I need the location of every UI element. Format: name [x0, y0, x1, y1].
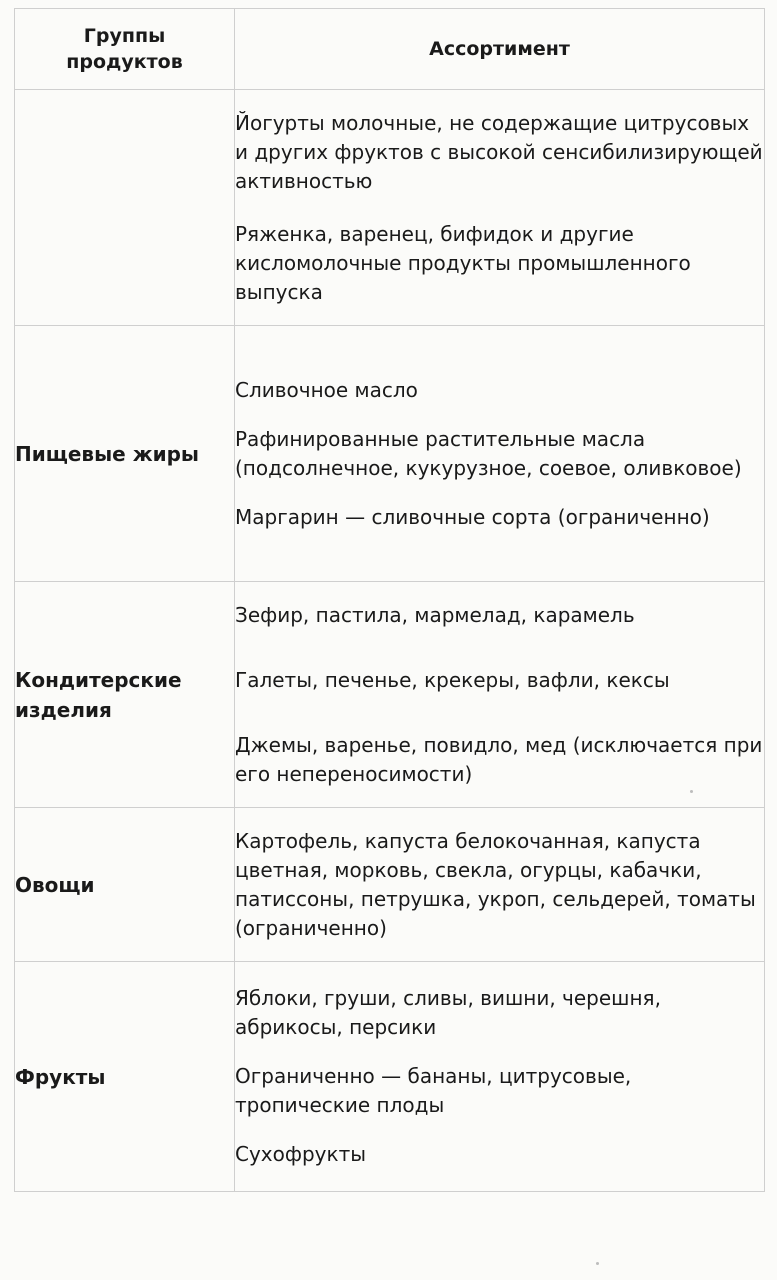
group-cell [15, 582, 235, 808]
header-assortment-label: Ассортимент [429, 38, 570, 60]
assortment-item: Маргарин — сливочные сорта (ограниченно) [235, 504, 710, 529]
header-product-groups [15, 9, 235, 90]
scan-speck [690, 790, 693, 793]
table-header-row [15, 9, 765, 90]
group-label: Кондитерские изделия [15, 667, 182, 722]
table-row-vegetables [15, 808, 765, 962]
group-label: Овощи [15, 872, 95, 897]
header-product-groups-label: Группы продуктов [66, 25, 183, 73]
assortment-item: Зефир, пастила, мармелад, карамель [235, 602, 635, 627]
group-cell [15, 808, 235, 962]
group-label: Пищевые жиры [15, 441, 200, 466]
assortment-item: Йогурты молочные, не содержащие цитрусовых и других фруктов с высокой сенсибилизирующей активностью [235, 110, 763, 193]
assortment-item: Джемы, варенье, повидло, мед (исключается при его непереносимости) [235, 732, 763, 786]
assortment-cell [235, 808, 765, 962]
assortment-item: Рафинированные растительные масла (подсолнечное, кукурузное, соевое, оливковое) [235, 426, 742, 480]
group-cell [15, 326, 235, 582]
assortment-item: Картофель, капуста белокочанная, капуста цветная, морковь, свекла, огурцы, кабачки, патиссоны, петрушка, укроп, сельдерей, томаты (ограниченно) [235, 828, 756, 940]
assortment-item: Сухофрукты [235, 1142, 367, 1166]
table-row-confectionery [15, 582, 765, 808]
group-label: Фрукты [15, 1064, 106, 1089]
assortment-item: Ряженка, варенец, бифидок и другие кисломолочные продукты промышленного выпуска [235, 221, 691, 304]
assortment-cell [235, 326, 765, 582]
group-cell [15, 962, 235, 1192]
assortment-cell [235, 582, 765, 808]
scan-speck [596, 1262, 599, 1265]
product-assortment-table [14, 8, 765, 1192]
table-row-fats [15, 326, 765, 582]
assortment-item: Яблоки, груши, сливы, вишни, черешня, абрикосы, персики [235, 986, 661, 1039]
group-cell [15, 90, 235, 326]
assortment-item: Ограниченно — бананы, цитрусовые, тропические плоды [235, 1064, 632, 1117]
assortment-item: Сливочное масло [235, 377, 418, 402]
header-assortment [235, 9, 765, 90]
assortment-cell [235, 90, 765, 326]
assortment-cell [235, 962, 765, 1192]
assortment-item: Галеты, печенье, крекеры, вафли, кексы [235, 667, 670, 692]
table-row-fruits [15, 962, 765, 1192]
table-row-dairy [15, 90, 765, 326]
